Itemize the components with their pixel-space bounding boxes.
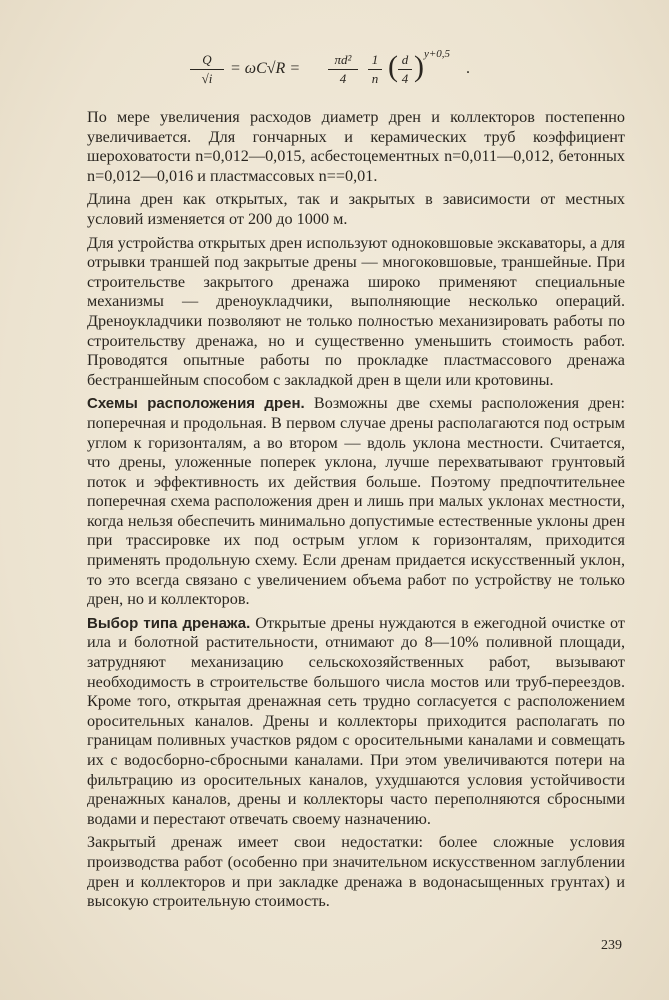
formula-lhs-fraction xyxy=(190,52,224,87)
paragraph-text: Открытые дрены нуждаются в ежегодной очистке от ила и болотной растительности, отнимают до 8—10% поливной площади, затрудняют механизацию сельскохозяйственных работ, вызывают необходимость в строительстве большого числа мостов или труб-переездов. Кроме того, открытая дренажная сеть трудно согласуется с расположением оросительных каналов. Дрены и коллекторы приходится располагать по границам поливных участков рядом с оросительными каналами и совмещать их с водосборно-сбросными каналами. При этом увеличиваются потери на фильтрацию из оросительных каналов, ухудшаются условия устойчивости дренажных каналов, дрены и коллекторы часто переполняются сбросными водами и перестают отвечать своему назначению. xyxy=(87,613,626,828)
formula-paren-denominator: 4 xyxy=(401,71,409,86)
paragraph-text: Для устройства открытых дрен используют одноковшовые экскаваторы, а для отрывки траншей под закрытые дрены — многоковшовые, траншейные. При строительстве закрытого дренажа широко применяют специальные механизмы — дреноукладчики, выполняющие несколько операций. Дреноукладчики позволяют не только полностью механизировать работы по строительству дренажа, но и существенно уменьшить стоимость работ. Проводятся опытные работы по прокладке пластмассового дренажа бестраншейным способом с закладкой дрен в щели или кротовины. xyxy=(87,233,625,389)
formula-lhs-numerator: Q xyxy=(202,52,212,67)
formula-middle: = ωC√R = xyxy=(230,60,301,77)
formula-fraction-2 xyxy=(368,52,382,87)
formula-f1-denominator: 4 xyxy=(339,71,347,86)
formula-exponent: y+0,5 xyxy=(424,48,451,60)
formula-f2-numerator: 1 xyxy=(371,52,379,67)
paragraph-text: Длина дрен как открытых, так и закрытых в зависимости от местных условий изменяется от 200 до 1000 м. xyxy=(87,190,625,228)
drain-flow-formula xyxy=(190,46,490,106)
formula-f1-numerator: πd² xyxy=(334,52,352,67)
paragraph xyxy=(87,234,625,391)
paragraph-text: Закрытый дренаж имеет свои недостатки: более сложные условия производства работ (особенно при значительном искусственном заглублении дрен и коллекторов и при закладке дренажа в водонасыщенных грунтах) и высокую строительную стоимость. xyxy=(87,833,625,911)
page-number: 239 xyxy=(601,938,622,953)
formula-paren-fraction xyxy=(398,52,412,87)
paragraph-text: По мере увеличения расходов диаметр дрен и коллекторов постепенно увеличивается. Для гончарных и керамических труб коэффициент шероховатости n=0,012—0,015, асбестоцементных n=0,011—0,012, бетонных n=0,012—0,016 и пластмассовых n==0,01. xyxy=(87,108,625,185)
paragraph xyxy=(87,614,625,830)
formula-paren-close: ) xyxy=(414,50,424,83)
formula-fraction-1 xyxy=(328,52,358,87)
paragraph xyxy=(87,833,625,911)
paragraph xyxy=(87,108,625,186)
paragraph xyxy=(87,190,625,229)
paragraph-text: Возможны две схемы расположения дрен: поперечная и продольная. В первом случае дрены располагаются под острым углом к горизонталям, а во втором — вдоль уклона местности. Считается, что дрены, уложенные поперек уклона, лучше перехватывают грунтовый поток и эффективность их действия больше. Поэтому предпочтительнее поперечная схема расположения дрен и лишь при малых уклонах местности, когда нельзя обеспечить минимально допустимые естественные уклоны дрен при трассировке их под острым углом к горизонталям, приходится применять продольную схему. Если дренам придается искусственный уклон, то это всегда связано с увеличением объема работ по устройству не только дрен, но и коллекторов. xyxy=(87,394,625,609)
paragraph xyxy=(87,394,625,610)
formula-period: . xyxy=(466,60,470,77)
paragraph-heading: Выбор типа дренажа. xyxy=(87,614,251,632)
paragraph-heading: Схемы расположения дрен. xyxy=(87,395,305,413)
body-text xyxy=(87,108,625,916)
formula-paren-open: ( xyxy=(388,50,398,83)
formula-paren-numerator: d xyxy=(401,52,409,67)
formula-f2-denominator: n xyxy=(371,71,379,86)
formula-lhs-denominator: √i xyxy=(201,71,213,86)
